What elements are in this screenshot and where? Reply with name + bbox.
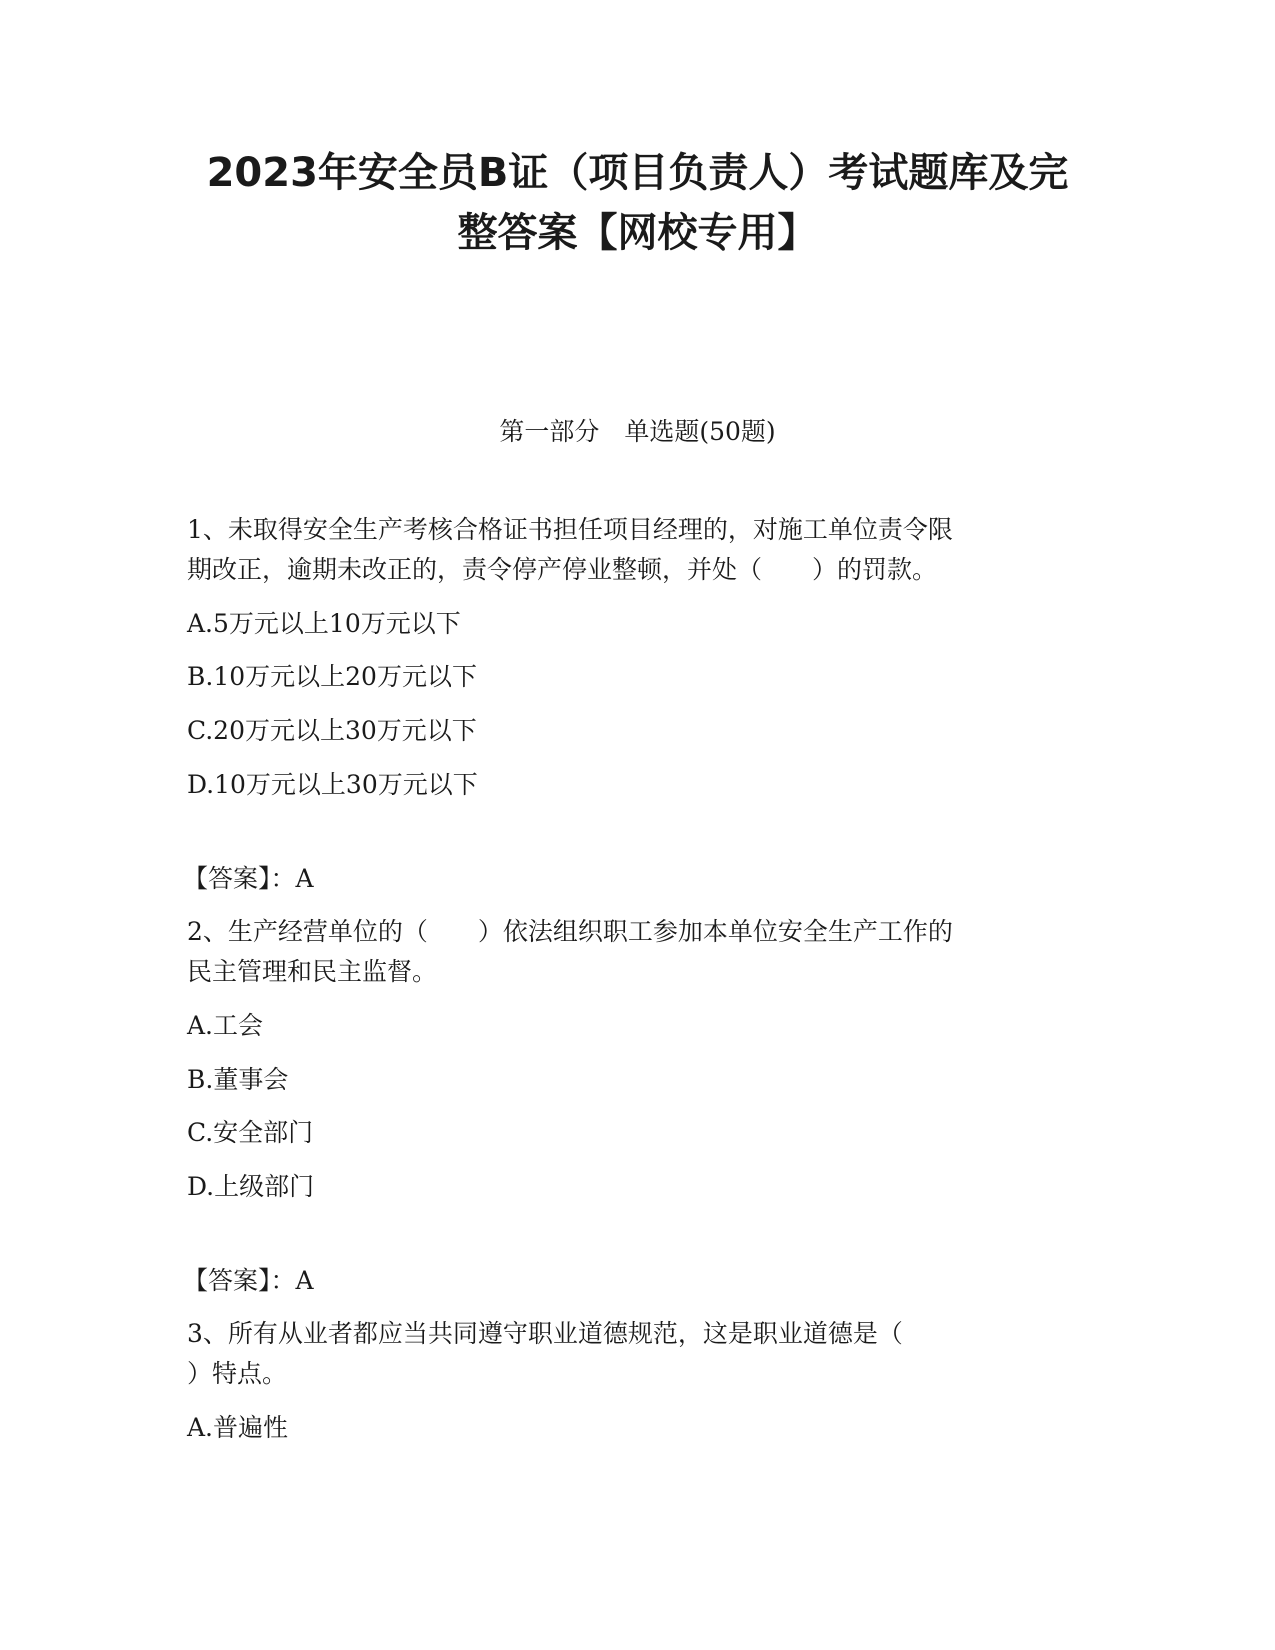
section-heading: 第一部分 单选题(50题) [499,417,776,446]
question-2-option-a: A.工会 [187,1011,264,1040]
question-3-stem-line-2: ）特点。 [187,1359,288,1388]
question-3-option-a: A.普遍性 [187,1413,289,1442]
question-1-option-b: B.10万元以上20万元以下 [187,662,477,691]
question-2-option-c: C.安全部门 [187,1118,314,1147]
question-2-stem-line-2: 民主管理和民主监督。 [187,957,438,986]
question-3-stem-line-1: 3、所有从业者都应当共同遵守职业道德规范，这是职业道德是（ [187,1319,903,1348]
document-title [160,143,1115,263]
question-1-answer: 【答案】：A [183,864,314,893]
question-2-stem-line-1: 2、生产经营单位的（ ）依法组织职工参加本单位安全生产工作的 [187,917,953,946]
question-1-option-c: C.20万元以上30万元以下 [187,716,477,745]
question-1-option-d: D.10万元以上30万元以下 [187,770,478,799]
question-1-option-a: A.5万元以上10万元以下 [187,609,461,638]
question-2-answer: 【答案】：A [183,1266,314,1295]
title-line-2: 整答案【网校专用】 [457,210,818,256]
question-1-stem-line-1: 1、未取得安全生产考核合格证书担任项目经理的，对施工单位责令限 [187,515,953,544]
question-2-option-d: D.上级部门 [187,1172,315,1201]
title-line-1: 2023年安全员B证（项目负责人）考试题库及完 [206,150,1069,196]
question-1-stem-line-2: 期改正，逾期未改正的，责令停产停业整顿，并处（ ）的罚款。 [187,555,938,584]
question-2-option-b: B.董事会 [187,1065,289,1094]
